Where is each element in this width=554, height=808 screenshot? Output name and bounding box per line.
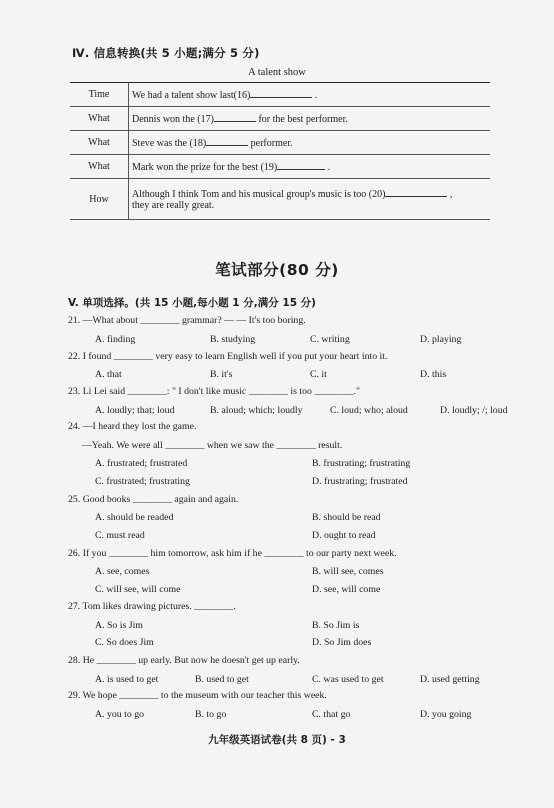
row-text: Although I think Tom and his musical group's music is too (20) , they are really great.	[129, 179, 491, 220]
question-24-stem: 24. —I heard they lost the game.	[68, 421, 197, 432]
option[interactable]: D. this	[420, 369, 447, 380]
answer-blank-19[interactable]	[277, 160, 325, 170]
row-label: How	[70, 179, 129, 220]
question-29-stem: 29. We hope ________ to the museum with our teacher this week.	[68, 690, 327, 701]
table-title: A talent show	[248, 67, 306, 78]
option[interactable]: C. loud; who; aloud	[330, 405, 408, 416]
option[interactable]: B. should be read	[312, 512, 381, 523]
row-text: Mark won the prize for the best (19) .	[129, 155, 491, 179]
option[interactable]: C. must read	[95, 530, 145, 541]
row-text: Steve was the (18) performer.	[129, 131, 491, 155]
row-label: Time	[70, 83, 129, 107]
option[interactable]: C. writing	[310, 334, 350, 345]
option[interactable]: C. frustrated; frustrating	[95, 476, 190, 487]
option[interactable]: D. you going	[420, 709, 472, 720]
option[interactable]: B. used to get	[195, 674, 249, 685]
page-footer: 九年级英语试卷(共 8 页) - 3	[208, 734, 346, 746]
table-row	[70, 155, 490, 179]
question-22-stem: 22. I found ________ very easy to learn English well if you put your heart into it.	[68, 351, 388, 362]
table-row	[70, 179, 490, 220]
answer-blank-16[interactable]	[250, 88, 312, 98]
option[interactable]: D. So Jim does	[312, 637, 372, 648]
section-4-heading: Ⅳ. 信息转换(共 5 小题;满分 5 分)	[72, 46, 260, 60]
option[interactable]: D. playing	[420, 334, 462, 345]
question-26-stem: 26. If you ________ him tomorrow, ask him if he ________ to our party next week.	[68, 548, 397, 559]
option[interactable]: C. was used to get	[312, 674, 384, 685]
written-section-title: 笔试部分(80 分)	[215, 261, 339, 279]
option[interactable]: C. will see, will come	[95, 584, 181, 595]
option[interactable]: B. aloud; which; loudly	[210, 405, 303, 416]
option[interactable]: A. see, comes	[95, 566, 150, 577]
table-row	[70, 131, 490, 155]
option[interactable]: B. So Jim is	[312, 620, 360, 631]
option[interactable]: D. see, will come	[312, 584, 381, 595]
option[interactable]: B. it's	[210, 369, 233, 380]
option[interactable]: A. finding	[95, 334, 136, 345]
answer-blank-18[interactable]	[206, 136, 248, 146]
answer-blank-20[interactable]	[385, 187, 447, 197]
section-5-heading: V. 单项选择。(共 15 小题,每小题 1 分,满分 15 分)	[68, 297, 316, 309]
option[interactable]: D. frustrating; frustrated	[312, 476, 408, 487]
question-27-stem: 27. Tom likes drawing pictures. ________.	[68, 601, 236, 612]
option[interactable]: B. to go	[195, 709, 227, 720]
option[interactable]: A. So is Jim	[95, 620, 143, 631]
option[interactable]: D. ought to read	[312, 530, 376, 541]
option[interactable]: A. loudly; that; loud	[95, 405, 175, 416]
row-label: What	[70, 131, 129, 155]
answer-blank-17[interactable]	[214, 112, 256, 122]
option[interactable]: D. used getting	[420, 674, 480, 685]
row-label: What	[70, 107, 129, 131]
question-24-stem-line2: —Yeah. We were all ________ when we saw the ________ result.	[82, 440, 343, 451]
question-28-stem: 28. He ________ up early. But now he doesn't get up early.	[68, 655, 300, 666]
question-23-stem: 23. Li Lei said ________: " I don't like music ________ is too ________."	[68, 386, 360, 397]
table-row	[70, 83, 490, 107]
question-25-stem: 25. Good books ________ again and again.	[68, 494, 239, 505]
question-21-stem: 21. —What about ________ grammar? — — It's too boring.	[68, 315, 306, 326]
option[interactable]: A. that	[95, 369, 122, 380]
row-text: Dennis won the (17) for the best performer.	[129, 107, 491, 131]
option[interactable]: A. you to go	[95, 709, 144, 720]
option[interactable]: D. loudly; /; loud	[440, 405, 508, 416]
option[interactable]: B. will see, comes	[312, 566, 384, 577]
info-table	[70, 82, 490, 220]
option[interactable]: A. frustrated; frustrated	[95, 458, 188, 469]
option[interactable]: C. So does Jim	[95, 637, 154, 648]
option[interactable]: A. is used to get	[95, 674, 159, 685]
row-text: We had a talent show last(16) .	[129, 83, 491, 107]
option[interactable]: B. frustrating; frustrating	[312, 458, 411, 469]
option[interactable]: A. should be readed	[95, 512, 174, 523]
option[interactable]: C. that go	[312, 709, 351, 720]
row-label: What	[70, 155, 129, 179]
table-row	[70, 107, 490, 131]
option[interactable]: B. studying	[210, 334, 256, 345]
option[interactable]: C. it	[310, 369, 327, 380]
